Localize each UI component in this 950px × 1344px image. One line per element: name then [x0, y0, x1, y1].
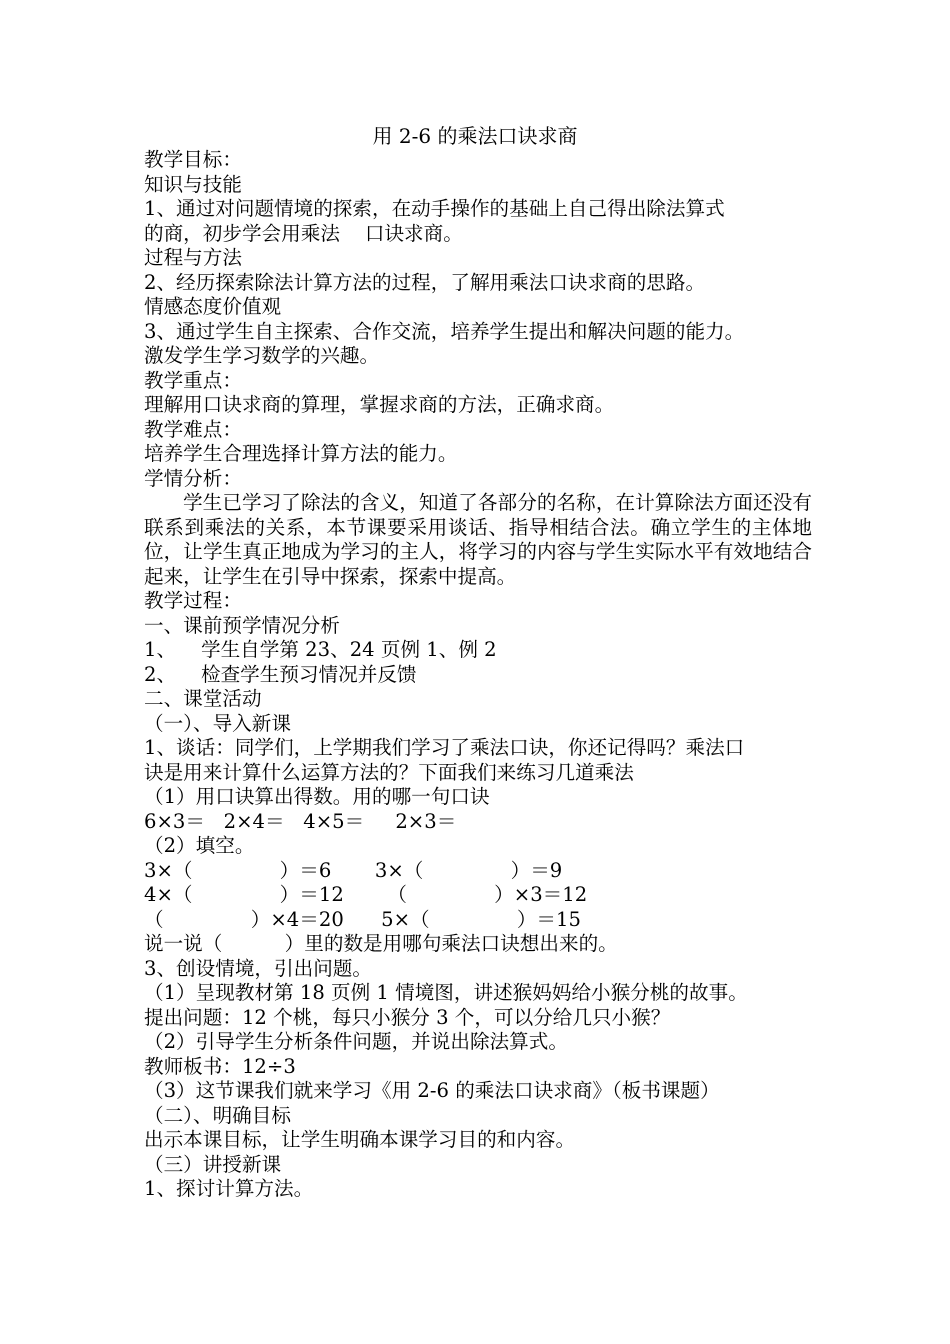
text-line: （1）用口诀算出得数。用的哪一句口诀	[144, 785, 490, 808]
text-line: 3、创设情境，引出问题。	[144, 956, 372, 980]
text-line: 1、 学生自学第 23、24 页例 1、例 2	[144, 638, 497, 661]
text-line: 理解用口诀求商的算理，掌握求商的方法，正确求商。	[144, 393, 615, 416]
text-line: 诀是用来计算什么运算方法的？下面我们来练习几道乘法	[144, 760, 634, 784]
text-line: 出示本课目标，让学生明确本课学习目的和内容。	[144, 1128, 576, 1151]
text-line: （2）填空。	[144, 834, 255, 857]
document-title: 用 2-6 的乘法口诀求商	[372, 124, 578, 148]
text-line: （二）、明确目标	[144, 1103, 291, 1127]
text-line: 一、课前预学情况分析	[144, 613, 340, 637]
text-line: 2、 检查学生预习情况并反馈	[144, 662, 417, 686]
text-line: 学情分析：	[144, 466, 242, 490]
text-line: 4×（ ）＝12 （ ）×3＝12	[144, 883, 588, 906]
text-line: 6×3＝ 2×4＝ 4×5＝ 2×3＝	[144, 809, 457, 833]
text-line: 过程与方法	[144, 246, 242, 269]
text-line: 教学难点：	[144, 417, 242, 441]
text-line: （2）引导学生分析条件问题，并说出除法算式。	[144, 1030, 568, 1053]
text-line: 情感态度价值观	[144, 295, 282, 318]
text-line: （1）呈现教材第 18 页例 1 情境图，讲述猴妈妈给小猴分桃的故事。	[144, 981, 748, 1004]
text-line: 教学重点：	[144, 368, 242, 392]
text-line: 的商，初步学会用乘法 口诀求商。	[144, 221, 463, 245]
text-line: 3×（ ）＝6 3×（ ）＝9	[144, 858, 563, 882]
text-line: 教学过程：	[144, 589, 242, 612]
text-line: 2、经历探索除法计算方法的过程，了解用乘法口诀求商的思路。	[144, 270, 706, 294]
text-line: 提出问题：12 个桃，每只小猴分 3 个，可以分给几只小猴？	[144, 1005, 671, 1029]
text-line: 教学目标：	[144, 148, 242, 171]
text-line: 1、谈话：同学们，上学期我们学习了乘法口诀，你还记得吗？乘法口	[144, 736, 745, 759]
text-line: 培养学生合理选择计算方法的能力。	[144, 442, 458, 465]
text-line: 1、探讨计算方法。	[144, 1177, 314, 1200]
text-line: （3）这节课我们就来学习《用 2-6 的乘法口诀求商》（板书课题）	[144, 1079, 720, 1102]
text-line: 二、课堂活动	[144, 687, 262, 710]
text-line: 激发学生学习数学的兴趣。	[144, 344, 380, 367]
text-line: 1、通过对问题情境的探索，在动手操作的基础上自己得出除法算式	[144, 197, 725, 220]
text-line: （一）、导入新课	[144, 711, 291, 735]
text-line: 教师板书：12÷3	[144, 1054, 296, 1078]
text-line: 3、通过学生自主探索、合作交流，培养学生提出和解决问题的能力。	[144, 319, 745, 343]
text-line: 知识与技能	[144, 172, 242, 196]
document-body	[144, 148, 812, 1202]
text-line: （ ）×4＝20 5×（ ）＝15	[144, 907, 581, 931]
analysis-paragraph: 学生已学习了除法的含义，知道了各部分的名称，在计算除法方面还没有联系到乘法的关系，本节课要采用谈话、指导相结合法。确立学生的主体地位，让学生真正地成为学习的主人，将学习的内容与学生实际水平有效地结合起来，让学生在引导中探索，探索中提高。	[144, 491, 812, 588]
text-line: 说一说（ ）里的数是用哪句乘法口诀想出来的。	[144, 932, 618, 955]
text-line: （三）讲授新课	[144, 1152, 282, 1176]
